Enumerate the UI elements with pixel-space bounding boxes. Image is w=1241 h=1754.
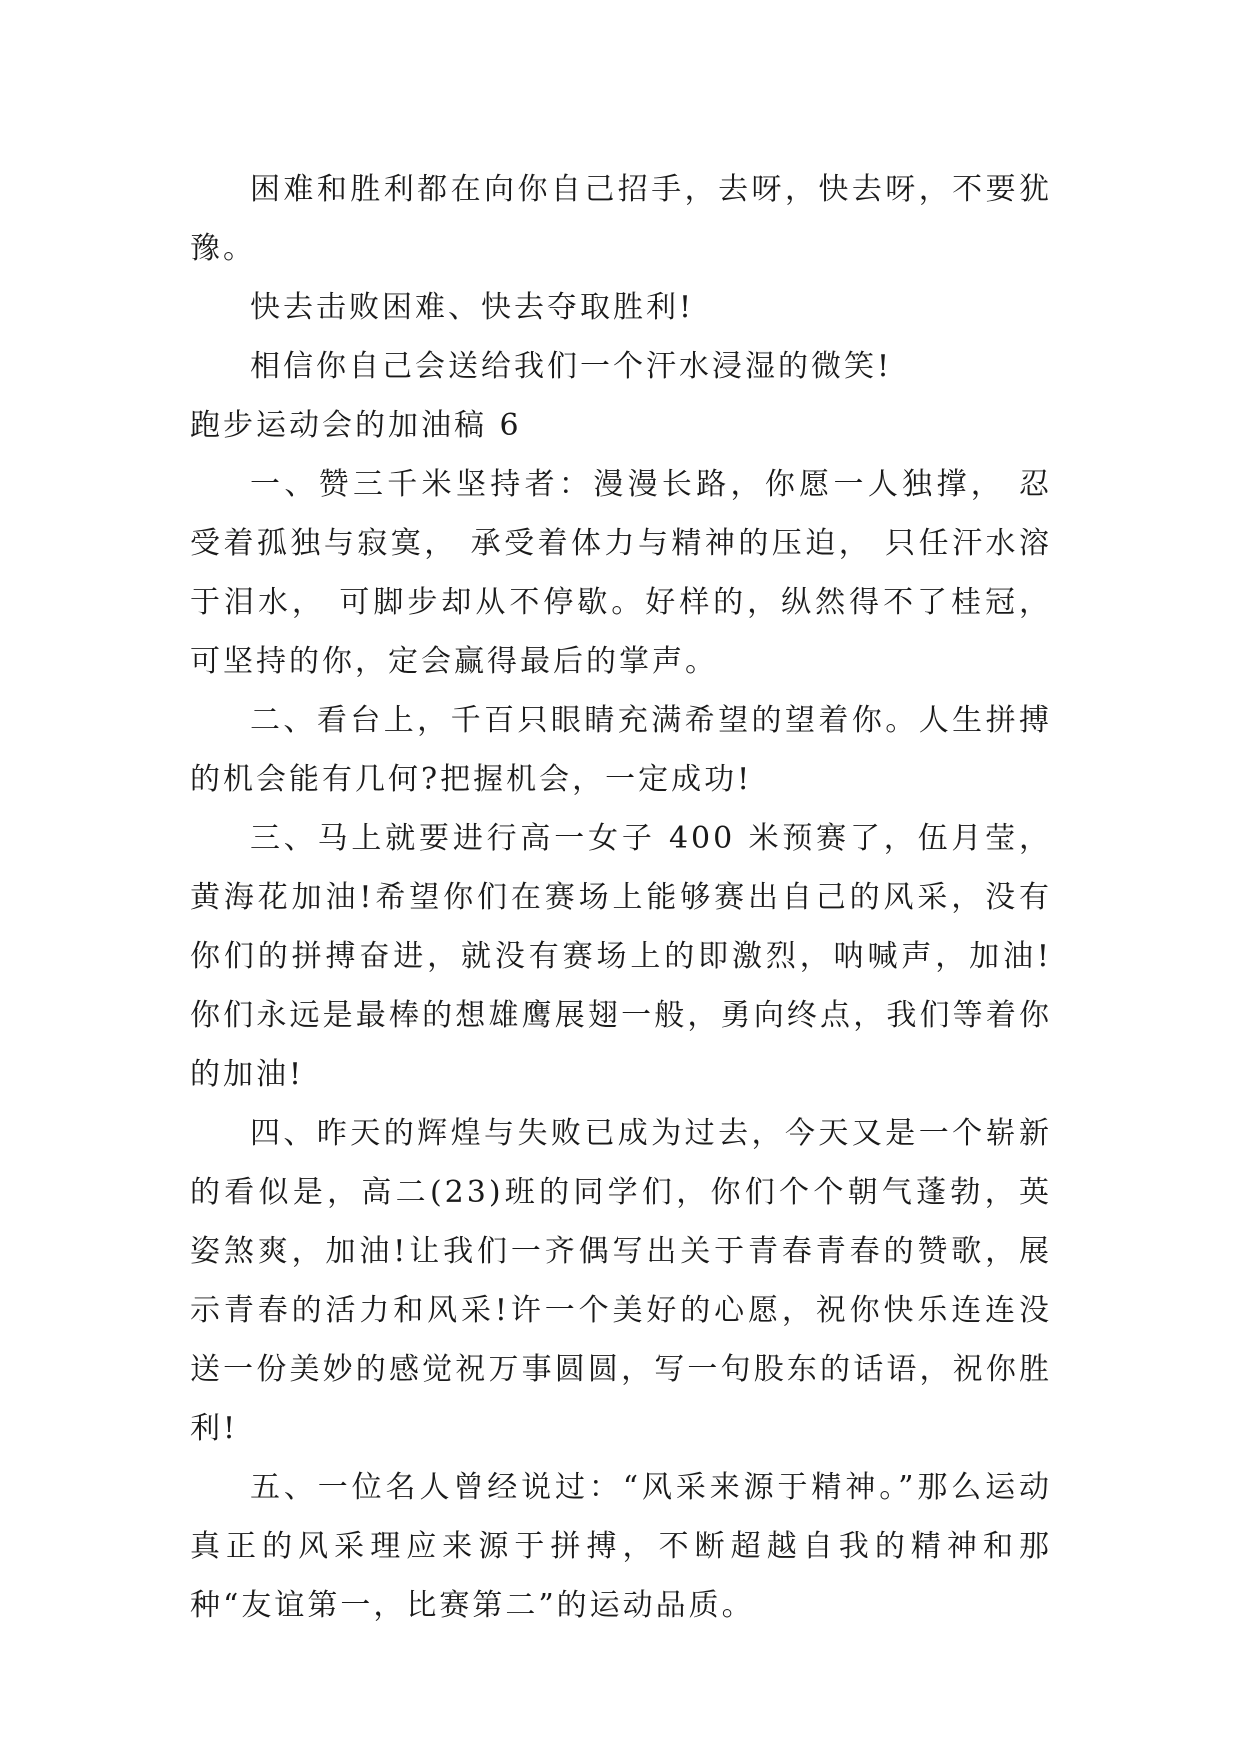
paragraph-7: 四、昨天的辉煌与失败已成为过去，今天又是一个崭新的看似是，高二(23)班的同学们，你们个个朝气蓬勃，英姿煞爽，加油!让我们一齐偶写出关于青春青春的赞歌，展示青春的活力和风采!许一个美好的心愿，祝你快乐连连没送一份美妙的感觉祝万事圆圆，写一句股东的话语，祝你胜利!: [190, 1116, 1052, 1446]
paragraph-5: 二、看台上，千百只眼睛充满希望的望着你。人生拼搏的机会能有几何?把握机会，一定成功!: [190, 703, 1052, 797]
paragraph-6: 三、马上就要进行高一女子 400 米预赛了，伍月莹，黄海花加油!希望你们在赛场上能够赛出自己的风采，没有你们的拼搏奋进，就没有赛场上的即激烈，呐喊声，加油!你们永远是最棒的想雄鹰展翅一般，勇向终点，我们等着你的加油!: [190, 821, 1052, 1092]
paragraph-4: 一、赞三千米坚持者：漫漫长路，你愿一人独撑， 忍受着孤独与寂寞， 承受着体力与精神的压迫， 只任汗水溶于泪水， 可脚步却从不停歇。好样的，纵然得不了桂冠，可坚持的你，定会赢得最后的掌声。: [190, 467, 1052, 679]
section-heading: 跑步运动会的加油稿 6: [190, 408, 522, 443]
paragraph-2: 快去击败困难、快去夺取胜利!: [250, 290, 695, 325]
paragraph-3: 相信你自己会送给我们一个汗水浸湿的微笑!: [250, 349, 893, 384]
paragraph-8: 五、一位名人曾经说过：“风采来源于精神。”那么运动真正的风采理应来源于拼搏，不断超越自我的精神和那种“友谊第一，比赛第二”的运动品质。: [190, 1470, 1052, 1623]
paragraph-1: 困难和胜利都在向你自己招手，去呀，快去呀，不要犹豫。: [190, 172, 1052, 266]
document-body: [190, 160, 1052, 1635]
